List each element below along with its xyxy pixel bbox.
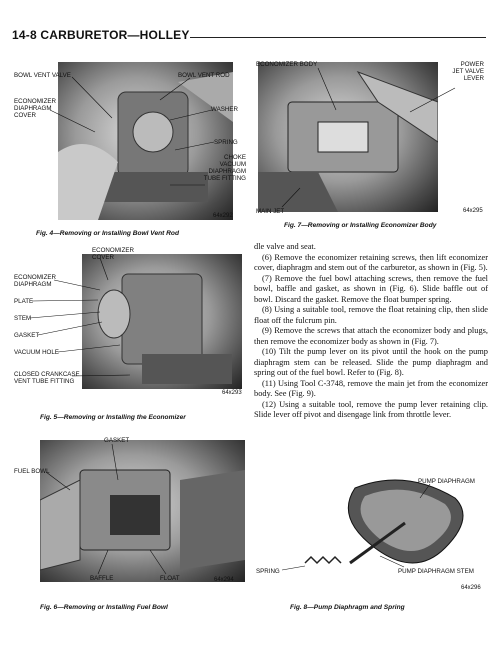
body-paragraph-6: (6) Remove the economizer retaining screws, then lift economizer cover, diaphragm and stem out of the carburetor, as shown in (Fig. 5). — [254, 252, 488, 272]
fig5-label-plate: PLATE — [14, 298, 34, 305]
fig7-label-main-jet: MAIN JET — [256, 208, 285, 215]
fig4-label-bowl-vent-valve: BOWL VENT VALVE — [14, 72, 71, 79]
body-paragraph-10: (10) Tilt the pump lever on its pivot until the hook on the pump diaphragm stem can be released. Slide the pump diaphragm and spring out of the fuel bowl. Refer to (Fig. 8). — [254, 347, 488, 377]
fig5-label-stem: STEM — [14, 315, 32, 322]
fig7-code: 64x295 — [463, 208, 483, 214]
fig6-label-float: FLOAT — [160, 575, 180, 582]
fig6-caption: Fig. 6—Removing or Installing Fuel Bowl — [40, 604, 168, 611]
fig8-code: 64x296 — [461, 585, 481, 591]
fig5-label-economizer-diaphragm: ECONOMIZER DIAPHRAGM — [14, 274, 56, 288]
fig4-code: 64x292 — [213, 213, 233, 219]
fig4-label-bowl-vent-rod: BOWL VENT ROD — [178, 72, 230, 79]
body-paragraph-7: (7) Remove the fuel bowl attaching screws, then remove the fuel bowl, baffle and gasket, as shown in (Fig. 6). Slide baffle out of bowl. Discard the gasket. Remove the float bumper spring. — [254, 273, 488, 304]
fig6-code: 64x294 — [214, 577, 234, 583]
fig5-label-vacuum-hole: VACUUM HOLE — [14, 349, 59, 356]
body-paragraph-9: (9) Remove the screws that attach the economizer body and plugs, then remove the economizer body as shown in (Fig. 7). — [254, 326, 488, 346]
fig4-label-washer: WASHER — [211, 106, 238, 113]
fig5-caption: Fig. 5—Removing or Installing the Economizer — [40, 414, 186, 421]
body-paragraph-0: dle valve and seat. — [254, 242, 316, 251]
body-paragraph-12: (12) Using a suitable tool, remove the pump lever retaining clip. Slide lever off pivot and disengage link from throttle lever. — [254, 399, 488, 419]
fig5-label-economizer-cover: ECONOMIZER COVER — [92, 247, 134, 261]
page-header: 14-8 CARBURETOR—HOLLEY — [12, 28, 190, 42]
fig8-label-pump-diaphragm: PUMP DIAPHRAGM — [418, 478, 475, 485]
fig6-label-baffle: BAFFLE — [90, 575, 114, 582]
fig4-label-spring: SPRING — [214, 139, 238, 146]
fig7-caption: Fig. 7—Removing or Installing Economizer Body — [284, 222, 437, 229]
fig5-label-closed-crankcase: CLOSED CRANKCASE VENT TUBE FITTING — [14, 371, 80, 385]
fig6-label-fuel-bowl: FUEL BOWL — [14, 468, 50, 475]
fig8-label-spring: SPRING — [256, 568, 280, 575]
fig8-label-pump-diaphragm-stem: PUMP DIAPHRAGM STEM — [398, 568, 474, 575]
fig7-label-economizer-body: ECONOMIZER BODY — [256, 61, 318, 68]
fig8-caption: Fig. 8—Pump Diaphragm and Spring — [290, 604, 405, 611]
fig4-label-choke-vacuum: CHOKE VACUUM DIAPHRAGM TUBE FITTING — [203, 154, 246, 182]
body-paragraph-8: (8) Using a suitable tool, remove the float retaining clip, then slide float off the fulcrum pin. — [254, 305, 488, 325]
fig4-label-economizer-diaphragm-cover: ECONOMIZER DIAPHRAGM COVER — [14, 98, 56, 119]
fig6-label-gasket: GASKET — [104, 437, 130, 444]
fig4-caption: Fig. 4—Removing or Installing Bowl Vent Rod — [36, 230, 179, 237]
fig5-label-gasket: GASKET — [14, 332, 40, 339]
body-paragraph-11: (11) Using Tool C-3748, remove the main jet from the economizer body. See (Fig. 9). — [254, 378, 488, 398]
fig5-code: 64x293 — [222, 390, 242, 396]
fig7-label-power-jet-valve-lever: POWER JET VALVE LEVER — [452, 61, 484, 82]
